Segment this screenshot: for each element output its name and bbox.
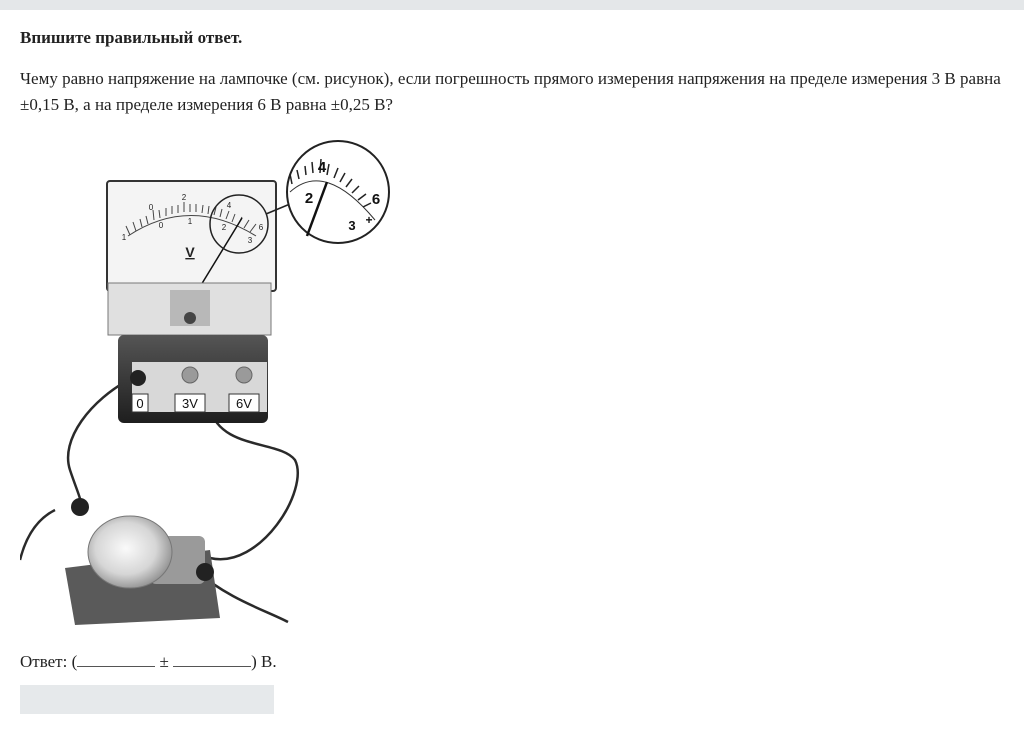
question-text: Чему равно напряжение на лампочке (см. рисунок), если погрешность прямого измерения напряжения на пределе измерения 3 В равна ±0,15 В, а на пределе измерения 6 В равна ±0,25 В? [20,69,1001,114]
adjust-screw [184,312,196,324]
scale-label-2: 2 [181,193,187,202]
wire-right [210,408,298,559]
answer-close: ) В. [251,652,277,671]
scale-label-0: 0 [148,203,154,212]
voltmeter-illustration [20,140,400,625]
error-blank [173,650,251,667]
scale-sub-1a: 1 [121,233,127,242]
lamp-socket-clip [71,498,89,516]
scale-sub-0: 0 [158,221,164,230]
task-title: Впишите правильный ответ. [20,28,243,47]
open-paren: ( [71,652,78,671]
terminal-label-3v: 3V [182,396,198,411]
wire-lamp [20,510,55,560]
lamp-connector [196,563,214,581]
meter-unit-symbol: V [185,244,195,260]
terminal-label-0: 0 [136,396,144,411]
zoom-label-2: 2 [304,190,314,207]
terminal-label-6v: 6V [236,396,252,411]
answer-input[interactable] [20,685,274,714]
voltmeter-figure [20,140,400,625]
answer-label: Ответ: [20,652,72,671]
scale-sub-3: 3 [247,236,253,245]
zoom-label-3: 3 [348,218,356,233]
scale-label-4: 4 [226,201,232,210]
scale-sub-2: 2 [221,223,227,232]
terminal-0 [130,370,146,386]
answer-line [20,650,277,672]
top-bar [0,0,1024,10]
zoom-label-4: 4 [317,159,327,176]
lamp-bulb [88,516,172,588]
terminal-6v [236,367,252,383]
plus-minus: ± [155,652,174,671]
scale-sub-1b: 1 [187,217,193,226]
zoom-label-plus: + [365,213,373,227]
terminal-3v [182,367,198,383]
scale-label-6: 6 [258,223,264,232]
zoom-label-6: 6 [371,191,381,208]
value-blank [77,650,155,667]
